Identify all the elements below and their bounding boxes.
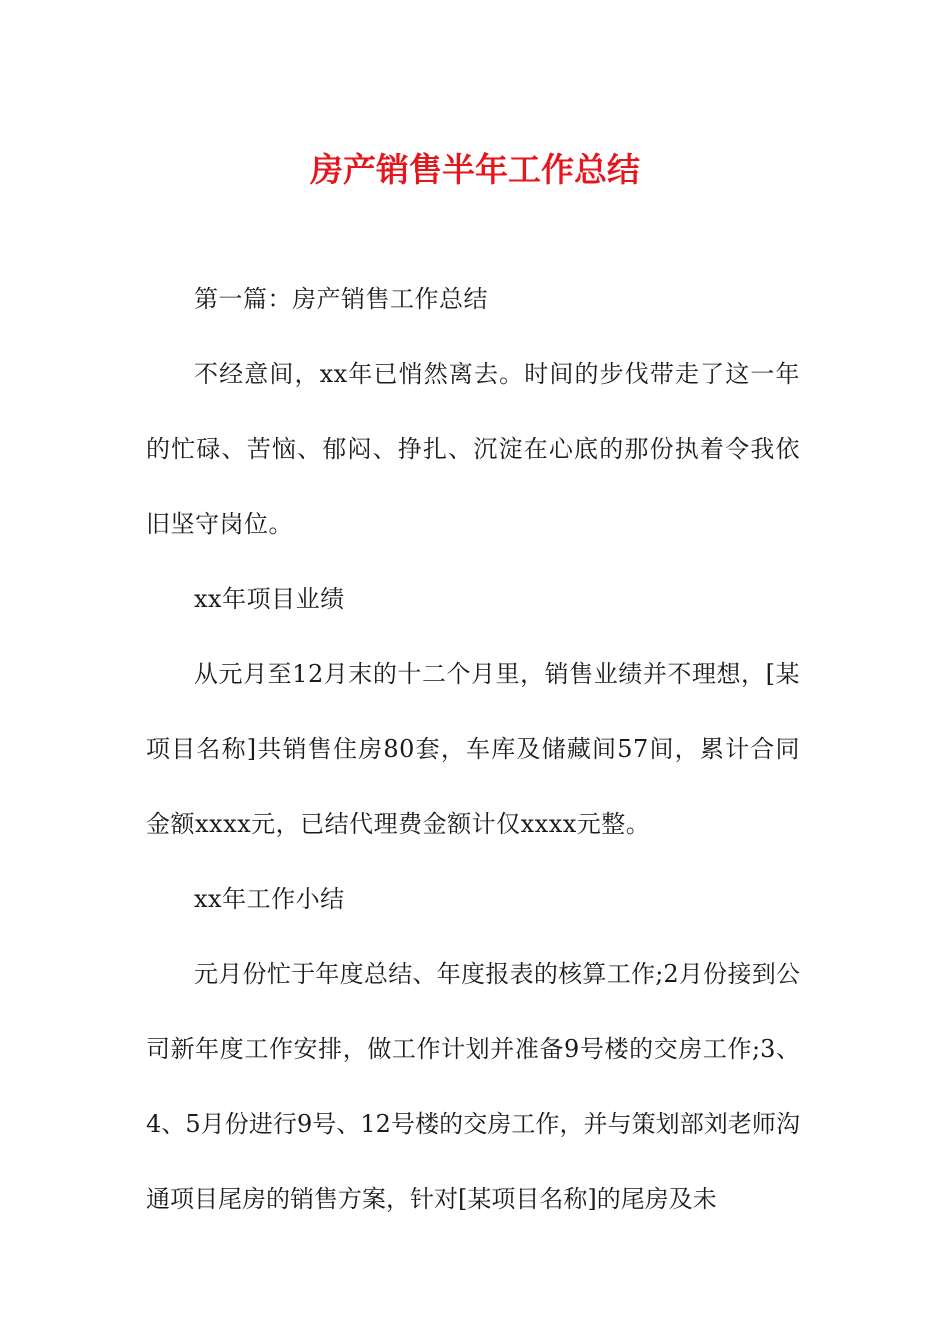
- document-body: [146, 262, 800, 1237]
- document-title: 房产销售半年工作总结: [310, 150, 640, 189]
- body-paragraph-2: 从元月至12月末的十二个月里，销售业绩并不理想，[某项目名称]共销售住房80套，车库及储藏间57间，累计合同金额xxxx元，已结代理费金额计仅xxxx元整。: [146, 660, 800, 838]
- section-heading-2: xx年项目业绩: [194, 585, 345, 613]
- body-paragraph-1: 不经意间，xx年已悄然离去。时间的步伐带走了这一年的忙碌、苦恼、郁闷、挣扎、沉淀在心底的那份执着令我依旧坚守岗位。: [146, 360, 800, 538]
- body-paragraph-3: 元月份忙于年度总结、年度报表的核算工作;2月份接到公司新年度工作安排，做工作计划并准备9号楼的交房工作;3、4、5月份进行9号、12号楼的交房工作，并与策划部刘老师沟通项目尾房的销售方案，针对[某项目名称]的尾房及未: [146, 960, 800, 1213]
- section-heading-1: 第一篇：房产销售工作总结: [194, 285, 488, 313]
- section-heading-3: xx年工作小结: [194, 885, 345, 913]
